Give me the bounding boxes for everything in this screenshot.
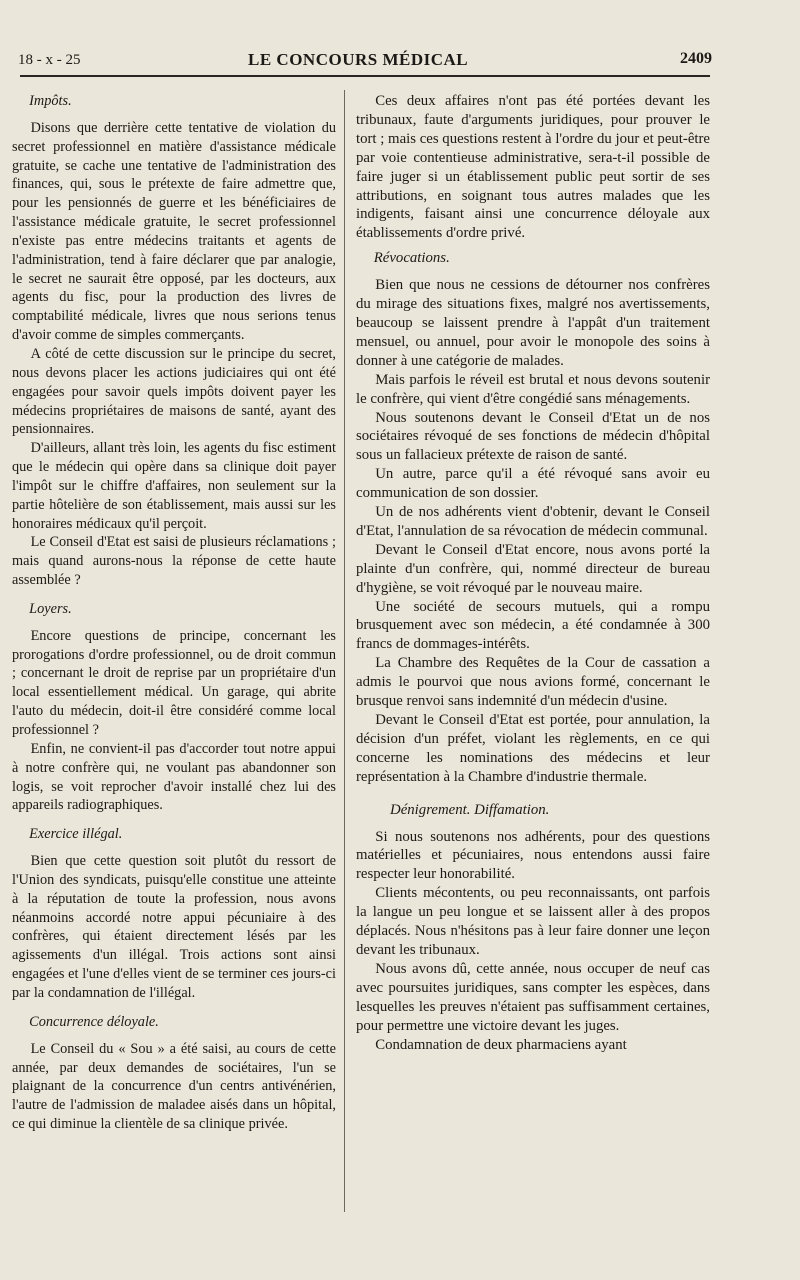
section-impots xyxy=(12,92,336,590)
paragraph: Le Conseil d'Etat est saisi de plusieurs réclamations ; mais quand aurons-nous la réponse de cette haute assemblée ? xyxy=(12,534,336,589)
paragraph: Bien que cette question soit plutôt du ressort de l'Union des syndicats, puisqu'elle constitue une atteinte à la réputation de toute la profession, nous avons néanmoins accordé notre appui pécuniaire à des confrères, qui étaient directement lésés par les agissements d'un illégal. Trois actions sont ainsi engagées et l'une d'elles vient de se terminer ces jours-ci par la condamnation de l'illégal. xyxy=(12,853,336,1001)
paragraph: Nous soutenons devant le Conseil d'Etat un de nos sociétaires révoqué de ses fonctions de médecin d'hôpital sous un fallacieux prétexte de raison de santé. xyxy=(356,409,710,464)
section-heading: Dénigrement. Diffamation. xyxy=(390,801,550,818)
paragraph: Nous avons dû, cette année, nous occuper de neuf cas avec poursuites juridiques, sans compter les espèces, dans lesquelles les preuves n'étaient pas suffisamment certaines, pour permettre une victoire devant les juges. xyxy=(356,960,710,1034)
paragraph: Enfin, ne convient-il pas d'accorder tout notre appui à notre confrère qui, ne voulant pas abandonner son logis, se voit reprocher d'avoir installé chez lui des appareils radiographiques. xyxy=(12,740,336,814)
paragraph: Disons que derrière cette tentative de violation du secret professionnel en matière d'assistance médicale gratuite, se cache une tentative de l'administration des finances, qui, sous le prétexte de faire admettre que, pour les pensionnés de guerre et les bénéficiaires de l'assistance médicale gratuite, le secret professionnel n'existe pas entre médecins traitants et agents de l'administration, tend à faire déclarer que par analogie, le secret ne saurait être opposé, par les docteurs, aux agents du fisc, pour la production des livres de comptabilité médicale, livres que nous serions tenus d'avoir comme de simples commerçants. xyxy=(12,119,336,344)
paragraph: Si nous soutenons nos adhérents, pour des questions matérielles et pécuniaires, nous entendons aussi faire respecter leur honorabilité. xyxy=(356,828,710,883)
paragraph: Bien que nous ne cessions de détourner nos confrères du mirage des situations fixes, malgré nos avertissements, beaucoup se laissent prendre à l'appât d'un traitement mensuel, ou annuel, pour avoir le monopole des soins à donner à une catégorie de malades. xyxy=(356,277,710,369)
paragraph: Clients mécontents, ou peu reconnaissants, ont parfois la langue un peu longue et se laissent aller à des propos déplacés. Nous n'hésitons pas à leur faire donner une leçon devant les tribunaux. xyxy=(356,885,710,958)
section-exercice-illegal xyxy=(12,825,336,1003)
section-intro xyxy=(356,92,710,243)
paragraph: Le Conseil du « Sou » a été saisi, au cours de cette année, par deux demandes de sociétaires, l'un se plaignant de la concurrence d'un centrs antivénérien, l'autre de l'admission de maladee aisés dans un hôpital, ce qui diminue la clientèle de sa clinique privée. xyxy=(12,1040,336,1133)
paragraph: Devant le Conseil d'Etat encore, nous avons porté la plainte d'un confrère, qui, nommé directeur de bureau d'hygiène, se voit révoqué par le nouveau maire. xyxy=(356,541,710,596)
section-heading: Loyers. xyxy=(29,600,72,617)
paragraph: La Chambre des Requêtes de la Cour de cassation a admis le pourvoi que nous avions formé, concernant le brusque renvoi sans indemnité d'un médecin d'usine. xyxy=(356,655,710,710)
section-loyers xyxy=(12,600,336,815)
paragraph: Ces deux affaires n'ont pas été portées devant les tribunaux, faute d'arguments juridiques, pour prouver le tort ; mais ces questions restent à l'ordre du jour et peut-être par voie contentieuse administrative, sera-t-il possible de faire juger si un établissement public peut sortir de ses attributions, en soignant tous autres malades que les indigents, faisant ainsi une concurrence déloyale aux établissements d'ordre privé. xyxy=(356,93,710,242)
page-header xyxy=(18,46,712,76)
section-denigrement-diffamation xyxy=(356,801,710,1055)
paragraph: Un autre, parce qu'il a été révoqué sans avoir eu communication de son dossier. xyxy=(356,466,710,502)
page-number: 2409 xyxy=(680,50,712,67)
section-heading: Exercice illégal. xyxy=(29,826,123,843)
paragraph: D'ailleurs, allant très loin, les agents du fisc estiment que le médecin qui opère dans sa clinique doit payer l'impôt sur le chiffre d'affaires, non seulement sur la partie hôtelière de son établissement, mais aussi sur les honoraires médicaux qu'il perçoit. xyxy=(12,440,336,532)
paragraph: Condamnation de deux pharmaciens ayant xyxy=(375,1036,627,1053)
left-column xyxy=(12,92,336,1134)
section-heading: Concurrence déloyale. xyxy=(29,1013,159,1030)
section-concurrence-deloyale xyxy=(12,1013,336,1134)
right-column xyxy=(356,92,710,1054)
section-revocations xyxy=(356,249,710,786)
section-heading: Impôts. xyxy=(29,93,72,109)
section-heading: Révocations. xyxy=(373,250,450,267)
paragraph: A côté de cette discussion sur le principe du secret, nous devons placer les actions judiciaires qui ont été engagées pour savoir quels impôts doivent payer les médecins propriétaires de maisons de santé, ayant des pensionnaires. xyxy=(12,345,336,438)
paragraph: Devant le Conseil d'Etat est portée, pour annulation, la décision d'un préfet, violant les règlements, en ce qui concerne les nominations des médecins et leur représentation à la Chambre d'industrie thermale. xyxy=(356,712,710,785)
column-divider xyxy=(344,90,345,1212)
header-rule xyxy=(20,75,710,77)
paragraph: Une société de secours mutuels, qui a rompu brusquement avec son médecin, a été condamnée à 300 francs de dommages-intérêts. xyxy=(356,598,710,653)
paragraph: Un de nos adhérents vient d'obtenir, devant le Conseil d'Etat, l'annulation de sa révocation de médecin communal. xyxy=(356,504,710,539)
header-date: 18 - x - 25 xyxy=(18,52,81,68)
journal-title: LE CONCOURS MÉDICAL xyxy=(248,50,469,69)
paragraph: Encore questions de principe, concernant les prorogations d'ordre professionnel, ou de droit commun ; concernant le droit de reprise par un propriétaire d'un local essentiellement médical. Un garage, qui abrite l'auto du médecin, doit-il être considéré comme local professionnel ? xyxy=(12,627,336,738)
paragraph: Mais parfois le réveil est brutal et nous devons soutenir le confrère, qui vient d'être congédié sans ménagements. xyxy=(356,371,710,407)
